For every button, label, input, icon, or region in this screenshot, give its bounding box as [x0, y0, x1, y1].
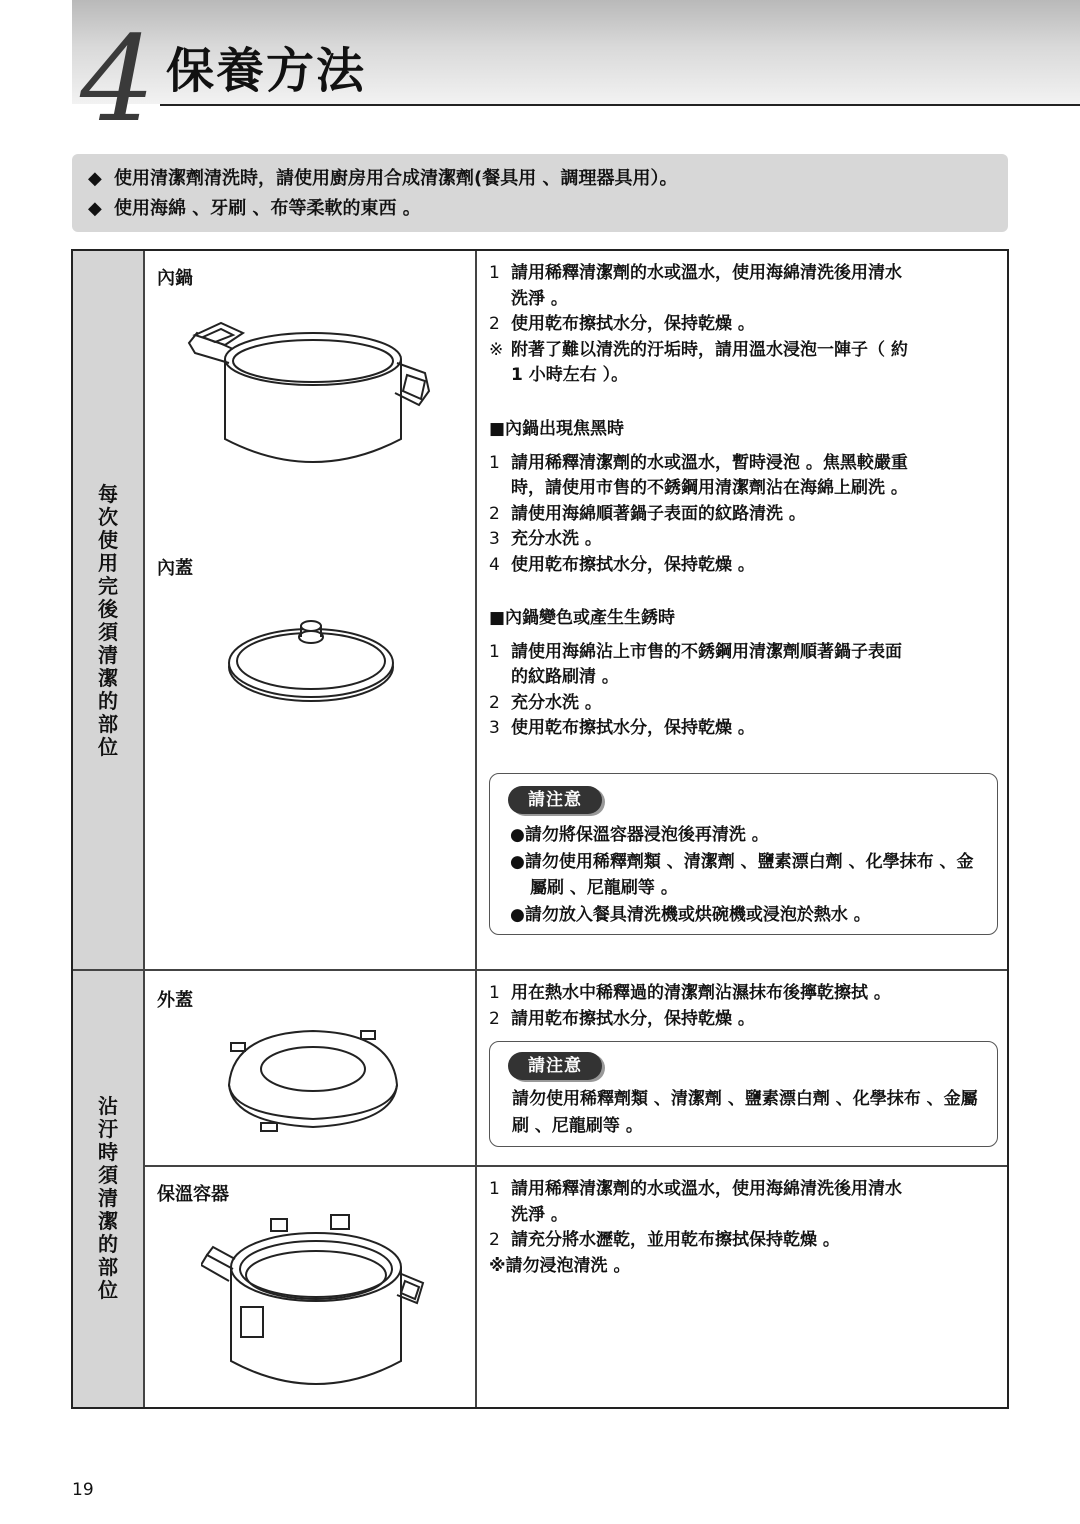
section-heading: ■內鍋出現焦黑時: [489, 419, 625, 439]
page-number: 19: [72, 1480, 94, 1500]
side-label-char: 潔: [98, 666, 118, 690]
caution-text: [510, 822, 980, 928]
inner-pot-instructions: [489, 261, 999, 389]
caution-item: ●請勿放入餐具清洗機或烘碗機或浸泡於熱水 。: [510, 904, 871, 925]
grid-line: [143, 251, 145, 1407]
list-item: 2 使用乾布擦拭水分，保持乾燥 。: [489, 314, 755, 334]
side-label-char: 位: [98, 1278, 118, 1302]
side-label-daily: [73, 483, 143, 759]
side-label-char: 使: [98, 528, 118, 552]
note-text: ※請勿浸泡清洗 。: [489, 1255, 631, 1276]
side-label-char: 後: [98, 597, 118, 621]
diamond-bullet-icon: ◆: [88, 198, 102, 219]
side-label-char: 沾: [98, 1094, 118, 1118]
list-item: 4 使用乾布擦拭水分，保持乾燥 。: [489, 554, 755, 575]
list-item: 2 充分水洗 。: [489, 692, 602, 713]
header-rule: [160, 104, 1080, 106]
diamond-bullet-icon: ◆: [88, 168, 102, 189]
section-heading: ■內鍋變色或產生生銹時: [489, 608, 676, 628]
side-label-char: 完: [98, 574, 118, 598]
container-illustration: [201, 1211, 431, 1401]
side-label-char: 部: [98, 1255, 118, 1279]
rust-instructions: [489, 606, 999, 742]
grid-line: [145, 1165, 1007, 1167]
chapter-title: 保養方法: [166, 43, 367, 99]
side-label-char: 清: [98, 1186, 118, 1210]
list-item-cont: 的紋路刷清 。: [511, 667, 619, 687]
caution-badge: 請注意: [508, 1052, 602, 1080]
list-item: ※ 附著了難以清洗的汙垢時，請用溫水浸泡一陣子（ 約: [489, 339, 908, 360]
outer-lid-instructions: [489, 981, 999, 1032]
container-instructions: [489, 1177, 999, 1279]
caution-item: ●請勿使用稀釋劑類 、清潔劑 、鹽素漂白劑 、化學抹布 、金屬刷 、尼龍刷等 。: [510, 851, 974, 898]
list-item-cont: 洗淨 。: [511, 288, 568, 309]
side-label-char: 的: [98, 1232, 118, 1256]
list-item: 1 請用稀釋清潔劑的水或溫水，暫時浸泡 。焦黑較嚴重: [489, 452, 908, 473]
part-label-outer-lid: 外蓋: [157, 990, 193, 1011]
grid-line: [73, 969, 1007, 971]
chapter-number: 4: [80, 10, 156, 148]
outer-lid-illustration: [223, 1023, 403, 1143]
side-label-char: 潔: [98, 1209, 118, 1233]
list-item: 2 請使用海綿順著鍋子表面的紋路清洗 。: [489, 503, 806, 524]
caution-text: 請勿使用稀釋劑類 、清潔劑 、鹽素漂白劑 、化學抹布 、金屬刷 、尼龍刷等 。: [512, 1089, 978, 1136]
caution-badge: 請注意: [508, 786, 602, 814]
list-item-cont: 洗淨 。: [511, 1204, 568, 1225]
side-label-char: 汙: [98, 1117, 118, 1141]
side-label-char: 位: [98, 735, 118, 759]
part-label-inner-pot: 內鍋: [157, 268, 193, 289]
list-item-cont: 1 小時左右 ）。: [511, 365, 629, 385]
side-cell-when-dirty: [73, 971, 143, 1407]
side-label-char: 用: [98, 551, 118, 575]
side-label-char: 部: [98, 712, 118, 736]
side-label-char: 的: [98, 689, 118, 713]
list-item: 1 請使用海綿沾上市售的不銹鋼用清潔劑順著鍋子表面: [489, 641, 902, 662]
list-item: 2 請用乾布擦拭水分，保持乾燥 。: [489, 1008, 755, 1029]
list-item: 2 請充分將水瀝乾，並用乾布擦拭保持乾燥 。: [489, 1230, 840, 1250]
caution-box: [489, 773, 998, 935]
list-item: 3 充分水洗 。: [489, 529, 602, 549]
side-label-when-dirty: [73, 1095, 143, 1302]
burnt-instructions: [489, 417, 999, 578]
part-label-inner-lid: 內蓋: [157, 558, 193, 579]
side-label-char: 時: [98, 1140, 118, 1164]
caution-item: ●請勿將保溫容器浸泡後再清洗 。: [510, 825, 769, 845]
side-label-char: 須: [98, 620, 118, 644]
list-item: 3 使用乾布擦拭水分，保持乾燥 。: [489, 718, 755, 738]
list-item: 1 用在熱水中稀釋過的清潔劑沾濕抹布後擰乾擦拭 。: [489, 983, 891, 1003]
side-label-char: 每: [98, 482, 118, 506]
caution-box: [489, 1041, 998, 1147]
side-label-char: 清: [98, 643, 118, 667]
inner-pot-illustration: [185, 309, 445, 479]
list-item-cont: 時，請使用市售的不銹鋼用清潔劑沾在海綿上刷洗 。: [511, 478, 908, 498]
grid-line: [475, 251, 477, 1407]
inner-lid-illustration: [223, 609, 403, 709]
side-cell-daily: [73, 251, 143, 969]
note-item: ◆ 使用清潔劑清洗時，請使用廚房用合成清潔劑(餐具用 、調理器具用）。: [88, 168, 678, 189]
part-label-container: 保溫容器: [157, 1184, 229, 1205]
side-label-char: 須: [98, 1163, 118, 1187]
cleaning-table: [71, 249, 1009, 1409]
note-item: ◆ 使用海綿 、牙刷 、布等柔軟的東西 。: [88, 198, 421, 219]
list-item: 1 請用稀釋清潔劑的水或溫水，使用海綿清洗後用清水: [489, 263, 902, 283]
list-item: 1 請用稀釋清潔劑的水或溫水，使用海綿清洗後用清水: [489, 1179, 902, 1199]
side-label-char: 次: [98, 505, 118, 529]
usage-notes-box: [72, 154, 1008, 232]
